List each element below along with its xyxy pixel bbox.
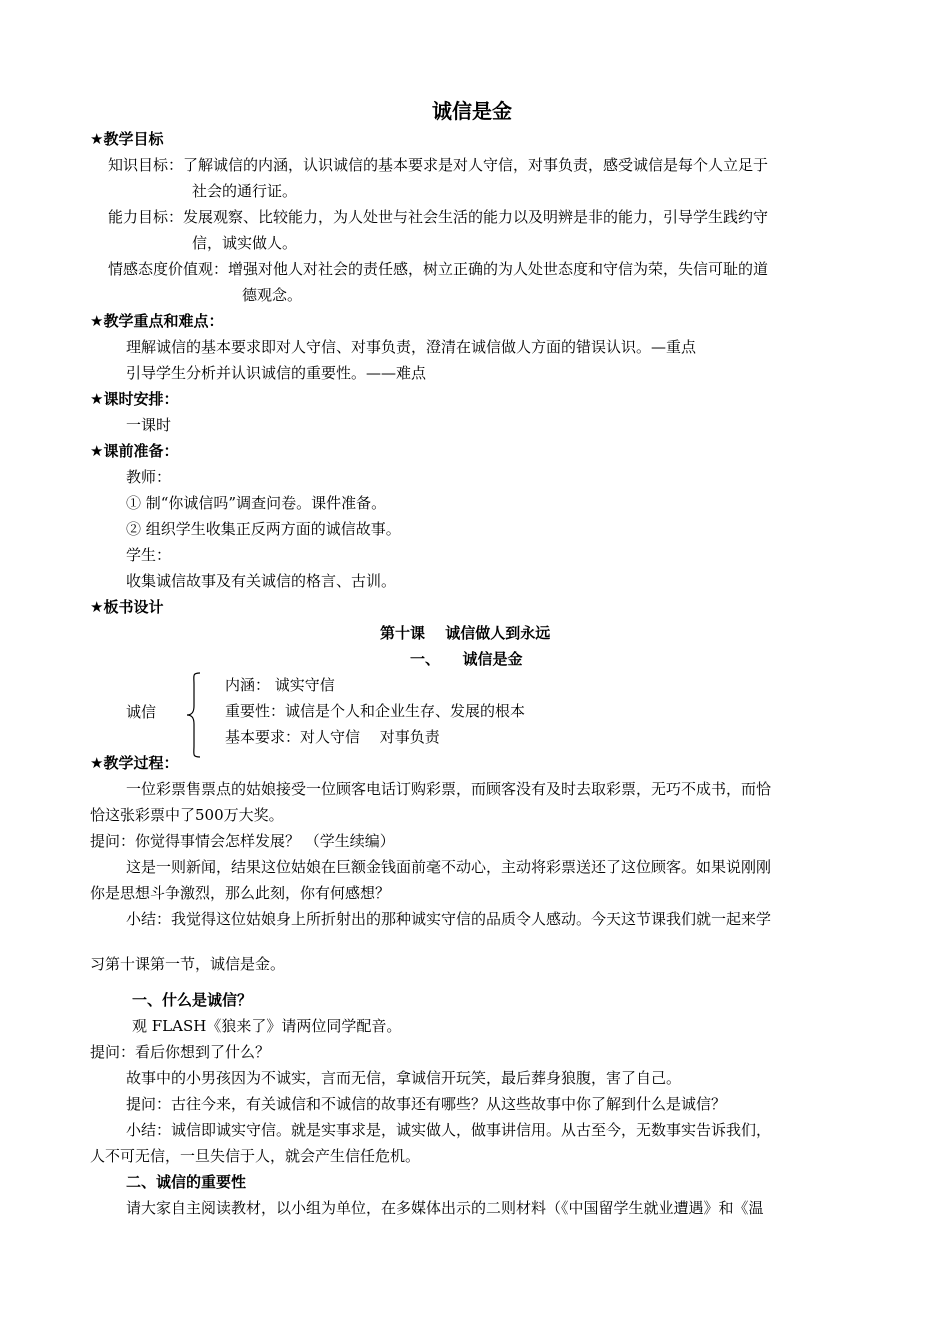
process-p3-line2: 你是思想斗争激烈，那么此刻，你有何感想？ (90, 884, 391, 902)
heading-teaching-process: ★教学过程： (90, 754, 179, 772)
heading-preparation: ★课前准备： (90, 442, 179, 460)
section-1-p5-line1: 小结：诚信即诚实守信。就是实事求是，诚实做人，做事讲信用。从古至今，无数事实告诉我们， (126, 1121, 772, 1139)
section-1-p1: 观 FLASH《狼来了》请两位同学配音。 (132, 1017, 402, 1035)
section-1-p2: 提问：看后你想到了什么？ (90, 1043, 271, 1061)
goal-emotion-line2: 德观念。 (242, 286, 303, 304)
goal-knowledge-line2: 社会的通行证。 (192, 182, 298, 200)
goal-ability-line2: 信，诚实做人。 (192, 234, 298, 252)
section-1-heading: 一、什么是诚信？ (132, 991, 253, 1009)
section-1-p3: 故事中的小男孩因为不诚实，言而无信，拿诚信开玩笑，最后葬身狼腹，害了自己。 (126, 1069, 682, 1087)
heading-class-hours: ★课时安排： (90, 390, 179, 408)
heading-teaching-goals: ★教学目标 (90, 130, 164, 148)
prep-teacher-label: 教师： (126, 468, 172, 486)
process-summary-line2: 习第十课第一节，诚信是金。 (90, 955, 286, 973)
prep-item-2: ② 组织学生收集正反两方面的诚信故事。 (126, 520, 401, 538)
board-section-title: 一、 诚信是金 (410, 650, 523, 668)
process-p1-line1: 一位彩票售票点的姑娘接受一位顾客电话订购彩票，而顾客没有及时去取彩票，无巧不成书，而恰 (126, 780, 772, 798)
process-p1-line2: 恰这张彩票中了500万大奖。 (90, 806, 284, 824)
section-2-heading: 二、诚信的重要性 (126, 1173, 247, 1191)
document-title: 诚信是金 (432, 99, 512, 123)
board-item-meaning: 内涵： 诚实守信 (225, 676, 335, 694)
section-1-p5-line2: 人不可无信，一旦失信于人，就会产生信任危机。 (90, 1147, 421, 1165)
section-1-p4: 提问：古往今来，有关诚信和不诚信的故事还有哪些？从这些故事中你了解到什么是诚信？ (126, 1095, 727, 1113)
brace-icon (186, 672, 202, 758)
process-summary-line1: 小结：我觉得这位姑娘身上所折射出的那种诚实守信的品质令人感动。今天这节课我们就一起来学 (126, 910, 772, 928)
prep-item-1: ① 制“你诚信吗”调查问卷。课件准备。 (126, 494, 387, 512)
board-root-label: 诚信 (126, 703, 157, 721)
board-item-requirement: 基本要求：对人守信 对事负责 (225, 728, 440, 746)
goal-emotion-line1: 情感态度价值观：增强对他人对社会的责任感，树立正确的为人处世态度和守信为荣，失信可耻的道 (108, 260, 769, 278)
process-p3-line1: 这是一则新闻，结果这位姑娘在巨额金钱面前毫不动心，主动将彩票送还了这位顾客。如果说刚刚 (126, 858, 772, 876)
key-point-2: 引导学生分析并认识诚信的重要性。——难点 (126, 364, 427, 382)
goal-knowledge-line1: 知识目标：了解诚信的内涵，认识诚信的基本要求是对人守信，对事负责，感受诚信是每个人立足于 (108, 156, 769, 174)
class-hours-value: 一课时 (126, 416, 172, 434)
prep-item-3: 收集诚信故事及有关诚信的格言、古训。 (126, 572, 397, 590)
board-item-importance: 重要性：诚信是个人和企业生存、发展的根本 (225, 702, 526, 720)
section-2-p1: 请大家自主阅读教材，以小组为单位，在多媒体出示的二则材料（《中国留学生就业遭遇》和《温 (126, 1199, 764, 1217)
process-question-1: 提问：你觉得事情会怎样发展？ （学生续编） (90, 832, 395, 850)
goal-ability-line1: 能力目标：发展观察、比较能力，为人处世与社会生活的能力以及明辨是非的能力，引导学生践约守 (108, 208, 769, 226)
key-point-1: 理解诚信的基本要求即对人守信、对事负责，澄清在诚信做人方面的错误认识。—重点 (126, 338, 697, 356)
board-lesson-title: 第十课 诚信做人到永远 (380, 624, 551, 642)
heading-board-design: ★板书设计 (90, 598, 164, 616)
heading-key-points: ★教学重点和难点： (90, 312, 224, 330)
prep-student-label: 学生： (126, 546, 172, 564)
